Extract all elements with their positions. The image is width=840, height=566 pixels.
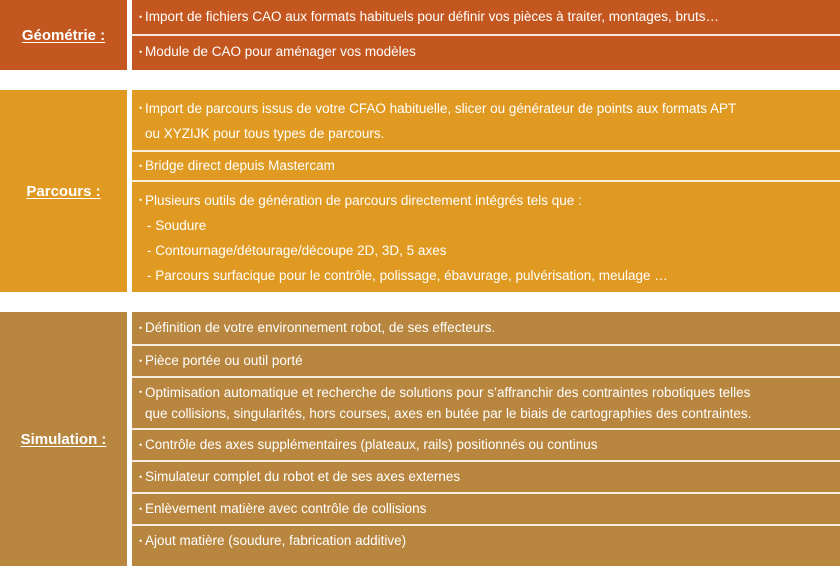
bullet-icon: • xyxy=(139,387,143,397)
bullet-icon: • xyxy=(139,161,143,172)
parcours-items xyxy=(132,90,840,292)
item-text: Simulateur complet du robot et de ses axes externes xyxy=(145,469,461,484)
parcours-label-cell xyxy=(0,90,127,292)
bullet-icon: • xyxy=(139,472,143,482)
section-geometrie xyxy=(0,0,840,70)
list-item xyxy=(132,344,840,376)
bullet-icon: • xyxy=(139,12,143,22)
simulation-label: Simulation : xyxy=(20,430,107,448)
geometrie-label: Géométrie : xyxy=(21,26,106,44)
section-simulation xyxy=(0,312,840,566)
geometrie-items xyxy=(132,0,840,70)
simulation-items xyxy=(132,312,840,566)
list-item xyxy=(132,460,840,492)
list-item xyxy=(132,376,840,428)
list-item xyxy=(132,34,840,68)
bullet-icon: • xyxy=(139,323,143,333)
list-item xyxy=(132,0,840,34)
item-text-line2: ou XYZIJK pour tous types de parcours. xyxy=(145,126,385,141)
bullet-icon: • xyxy=(139,47,143,57)
list-item xyxy=(132,150,840,180)
item-text: Module de CAO pour aménager vos modèles xyxy=(145,44,416,59)
item-text-line1: Import de parcours issus de votre CFAO habituelle, slicer ou générateur de points aux formats APT xyxy=(145,101,737,116)
geometrie-label-cell xyxy=(0,0,127,70)
item-text: Bridge direct depuis Mastercam xyxy=(145,158,335,174)
bullet-icon: • xyxy=(139,356,143,366)
bullet-icon: • xyxy=(139,536,143,546)
item-text: Import de fichiers CAO aux formats habituels pour définir vos pièces à traiter, montages, bruts… xyxy=(145,9,720,24)
item-text-line1: Optimisation automatique et recherche de solutions pour s’affranchir des contraintes robotiques telles xyxy=(145,385,751,400)
list-item xyxy=(132,90,840,150)
sub-item: - Parcours surfacique pour le contrôle, polissage, ébavurage, pulvérisation, meulage … xyxy=(147,268,668,284)
list-item xyxy=(132,492,840,524)
bullet-icon: • xyxy=(139,440,143,450)
bullet-icon: • xyxy=(139,504,143,514)
section-parcours xyxy=(0,90,840,292)
item-text-line2: que collisions, singularités, hors courses, axes en butée par le biais de cartographies des contraintes. xyxy=(145,406,752,421)
item-text: Pièce portée ou outil porté xyxy=(145,353,303,368)
list-item xyxy=(132,180,840,292)
item-text: Définition de votre environnement robot, de ses effecteurs. xyxy=(145,320,496,335)
bullet-icon: • xyxy=(139,103,143,113)
item-text-line1: Plusieurs outils de génération de parcours directement intégrés tels que : xyxy=(145,193,582,209)
simulation-label-cell xyxy=(0,312,127,566)
sub-item: - Soudure xyxy=(147,218,207,234)
item-text: Ajout matière (soudure, fabrication additive) xyxy=(145,533,407,548)
list-item xyxy=(132,428,840,460)
item-text: Enlèvement matière avec contrôle de collisions xyxy=(145,501,427,516)
list-item xyxy=(132,312,840,344)
item-text: Contrôle des axes supplémentaires (plateaux, rails) positionnés ou continus xyxy=(145,437,598,452)
sub-item: - Contournage/détourage/découpe 2D, 3D, 5 axes xyxy=(147,243,447,259)
parcours-label: Parcours : xyxy=(26,182,101,200)
bullet-icon: • xyxy=(139,195,143,206)
list-item xyxy=(132,524,840,556)
